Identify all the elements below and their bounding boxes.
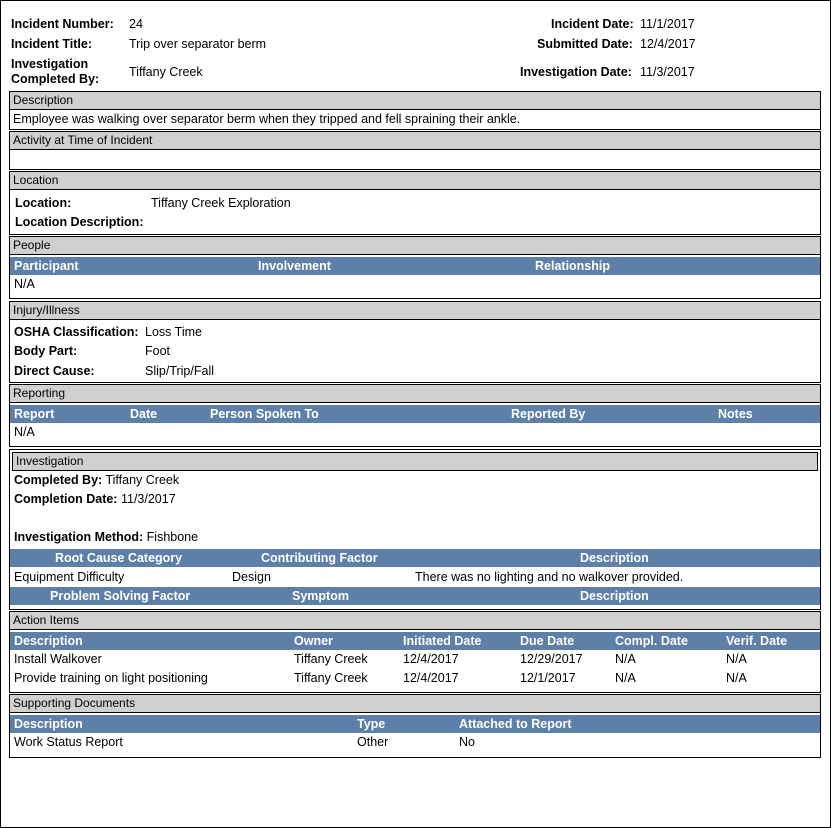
method-value: Fishbone xyxy=(146,530,199,544)
action-owner: Tiffany Creek xyxy=(294,671,368,685)
column-header: Description xyxy=(14,717,83,731)
column-header: Problem Solving Factor xyxy=(50,589,191,603)
description-section xyxy=(9,91,821,130)
action-initiated-date: 12/4/2017 xyxy=(403,652,459,666)
action-owner: Tiffany Creek xyxy=(294,652,368,666)
column-header: Verif. Date xyxy=(726,634,788,648)
action-verif-date: N/A xyxy=(726,671,747,685)
completed-by-value: Tiffany Creek xyxy=(105,473,180,487)
column-header: Owner xyxy=(294,634,333,648)
location-value: Tiffany Creek Exploration xyxy=(151,196,291,210)
column-header: Due Date xyxy=(520,634,575,648)
table-row xyxy=(10,568,820,587)
section-title: Supporting Documents xyxy=(10,695,820,713)
completion-date-label: Completion Date: xyxy=(14,492,118,506)
column-header: Description xyxy=(580,589,649,603)
action-due-date: 12/29/2017 xyxy=(520,652,583,666)
table-row xyxy=(10,733,820,752)
investigation-date-label: Investigation Date: xyxy=(520,65,632,79)
column-header: Compl. Date xyxy=(615,634,688,648)
description-text: Employee was walking over separator berm when they tripped and fell spraining their ankle. xyxy=(13,112,521,126)
action-due-date: 12/1/2017 xyxy=(520,671,576,685)
location-description-label: Location Description: xyxy=(15,215,144,229)
empty-value: N/A xyxy=(14,425,35,439)
action-items-table-header xyxy=(10,632,820,650)
body-part-label: Body Part: xyxy=(14,344,78,358)
section-title: Investigation xyxy=(12,452,818,471)
column-header: Contributing Factor xyxy=(261,551,378,565)
table-row xyxy=(10,650,820,669)
section-title: People xyxy=(10,237,820,255)
document-description: Work Status Report xyxy=(14,735,123,749)
completed-by-label: Completed By: xyxy=(14,473,103,487)
contributing-factor: Design xyxy=(232,570,271,584)
action-initiated-date: 12/4/2017 xyxy=(403,671,459,685)
column-header: Involvement xyxy=(258,259,331,273)
section-title: Reporting xyxy=(10,385,820,403)
root-cause-category: Equipment Difficulty xyxy=(14,570,125,584)
column-header: Description xyxy=(14,634,83,648)
people-section xyxy=(9,236,821,299)
section-title: Action Items xyxy=(10,612,820,630)
action-items-section xyxy=(9,611,821,693)
section-title: Activity at Time of Incident xyxy=(10,132,820,150)
direct-cause-label: Direct Cause: xyxy=(14,364,95,378)
activity-section xyxy=(9,131,821,170)
incident-date: 11/1/2017 xyxy=(640,17,695,31)
root-cause-description: There was no lighting and no walkover provided. xyxy=(415,570,684,584)
column-header: Reported By xyxy=(511,407,586,421)
action-compl-date: N/A xyxy=(615,652,636,666)
investigation-label: Investigation xyxy=(11,57,89,71)
table-row xyxy=(10,423,820,442)
section-title: Injury/Illness xyxy=(10,302,820,320)
location-section xyxy=(9,171,821,235)
incident-date-label: Incident Date: xyxy=(551,17,634,31)
action-description: Install Walkover xyxy=(14,652,102,666)
reporting-table-header xyxy=(10,405,820,423)
column-header: Symptom xyxy=(292,589,349,603)
osha-value: Loss Time xyxy=(145,325,202,339)
injury-section xyxy=(9,301,821,383)
submitted-date-label: Submitted Date: xyxy=(537,37,633,51)
column-header: Root Cause Category xyxy=(55,551,183,565)
column-header: Participant xyxy=(14,259,79,273)
column-header: Date xyxy=(130,407,158,421)
completed-by-label: Completed By: xyxy=(11,72,100,86)
action-compl-date: N/A xyxy=(615,671,636,685)
investigation-date: 11/3/2017 xyxy=(640,65,695,79)
document-attached: No xyxy=(459,735,475,749)
table-row xyxy=(10,275,820,294)
column-header: Person Spoken To xyxy=(210,407,319,421)
column-header: Description xyxy=(580,551,649,565)
column-header: Type xyxy=(357,717,386,731)
incident-title: Trip over separator berm xyxy=(129,37,267,51)
method-label: Investigation Method: xyxy=(14,530,144,544)
completion-date-value: 11/3/2017 xyxy=(120,492,176,506)
submitted-date: 12/4/2017 xyxy=(640,37,696,51)
incident-number: 24 xyxy=(129,17,143,31)
documents-table-header xyxy=(10,715,820,733)
action-verif-date: N/A xyxy=(726,652,747,666)
table-row xyxy=(10,669,820,688)
column-header: Relationship xyxy=(535,259,611,273)
supporting-documents-section xyxy=(9,694,821,758)
osha-label: OSHA Classification: xyxy=(14,325,139,339)
incident-title-label: Incident Title: xyxy=(11,37,93,51)
empty-value: N/A xyxy=(14,277,35,291)
investigation-section xyxy=(9,449,821,610)
reporting-section xyxy=(9,384,821,447)
section-title: Description xyxy=(10,92,820,110)
incident-number-label: Incident Number: xyxy=(11,17,114,31)
body-part-value: Foot xyxy=(145,344,171,358)
problem-solving-table-header xyxy=(10,587,820,605)
direct-cause-value: Slip/Trip/Fall xyxy=(145,364,214,378)
action-description: Provide training on light positioning xyxy=(14,671,208,685)
root-cause-table-header xyxy=(10,549,820,567)
column-header: Initiated Date xyxy=(403,634,482,648)
column-header: Report xyxy=(14,407,55,421)
section-title: Location xyxy=(10,172,820,190)
document-type: Other xyxy=(357,735,389,749)
column-header: Notes xyxy=(718,407,753,421)
completed-by: Tiffany Creek xyxy=(129,65,203,79)
location-label: Location: xyxy=(15,196,72,210)
column-header: Attached to Report xyxy=(459,717,572,731)
people-table-header xyxy=(10,257,820,275)
